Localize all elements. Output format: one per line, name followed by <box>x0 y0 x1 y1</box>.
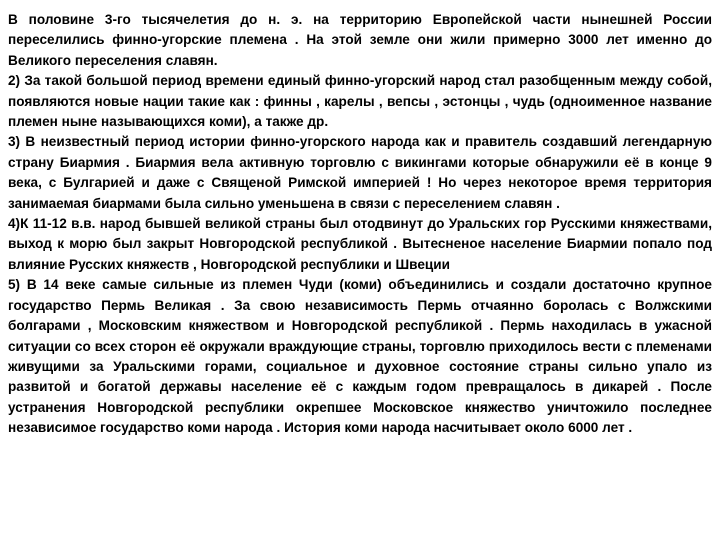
paragraph-intro: В половине 3-го тысячелетия до н. э. на территорию Европейской части нынешней России переселились финно-угорские племена . На этой земле они жили примерно 3000 лет именно до Великого переселения славян. <box>8 12 712 68</box>
document-body <box>8 10 712 439</box>
paragraph-5: 5) В 14 веке самые сильные из племен Чуди (коми) объединились и создали достаточно крупное государство Пермь Великая . За свою независимость Пермь отчаянно боролась с Волжскими болгарами , Московским княжеством и Новгородской республикой . Пермь находилась в ужасной ситуации со всех сторон её окружали враждующие страны, торговлю приходилось вести с племенами живущими за Уральскими горами, социальное и духовное состояние страны сильно упало из развитой и богатой державы население её с каждым годом превращалось в дикарей . После устранения Новгородской республики окрепшее Московское княжество уничтожило последнее независимое государство коми народа . История коми народа насчитывает около 6000 лет . <box>8 277 712 436</box>
paragraph-4: 4)К 11-12 в.в. народ бывшей великой страны был отодвинут до Уральских гор Русскими княжествами, выход к морю был закрыт Новгородской республикой . Вытесненое население Биармии попало под влияние Русских княжеств , Новгородской республики и Швеции <box>8 216 712 272</box>
paragraph-2: 2) За такой большой период времени единый финно-угорский народ стал разобщенным между собой, появляются новые нации такие как : финны , карелы , вепсы , эстонцы , чудь (одноименное название племен ныне называющихся коми), а также др. <box>8 73 712 130</box>
paragraph-3: 3) В неизвестный период истории финно-угорского народа как и правитель создавший легендарную страну Биармия . Биармия вела активную торговлю с викингами которые обнаружили её в конце 9 века, с Булгарией и даже с Священой Римской империей ! Но через некоторое время территория занимаемая биармами была сильно уменьшена в связи с переселением славян . <box>8 134 712 211</box>
